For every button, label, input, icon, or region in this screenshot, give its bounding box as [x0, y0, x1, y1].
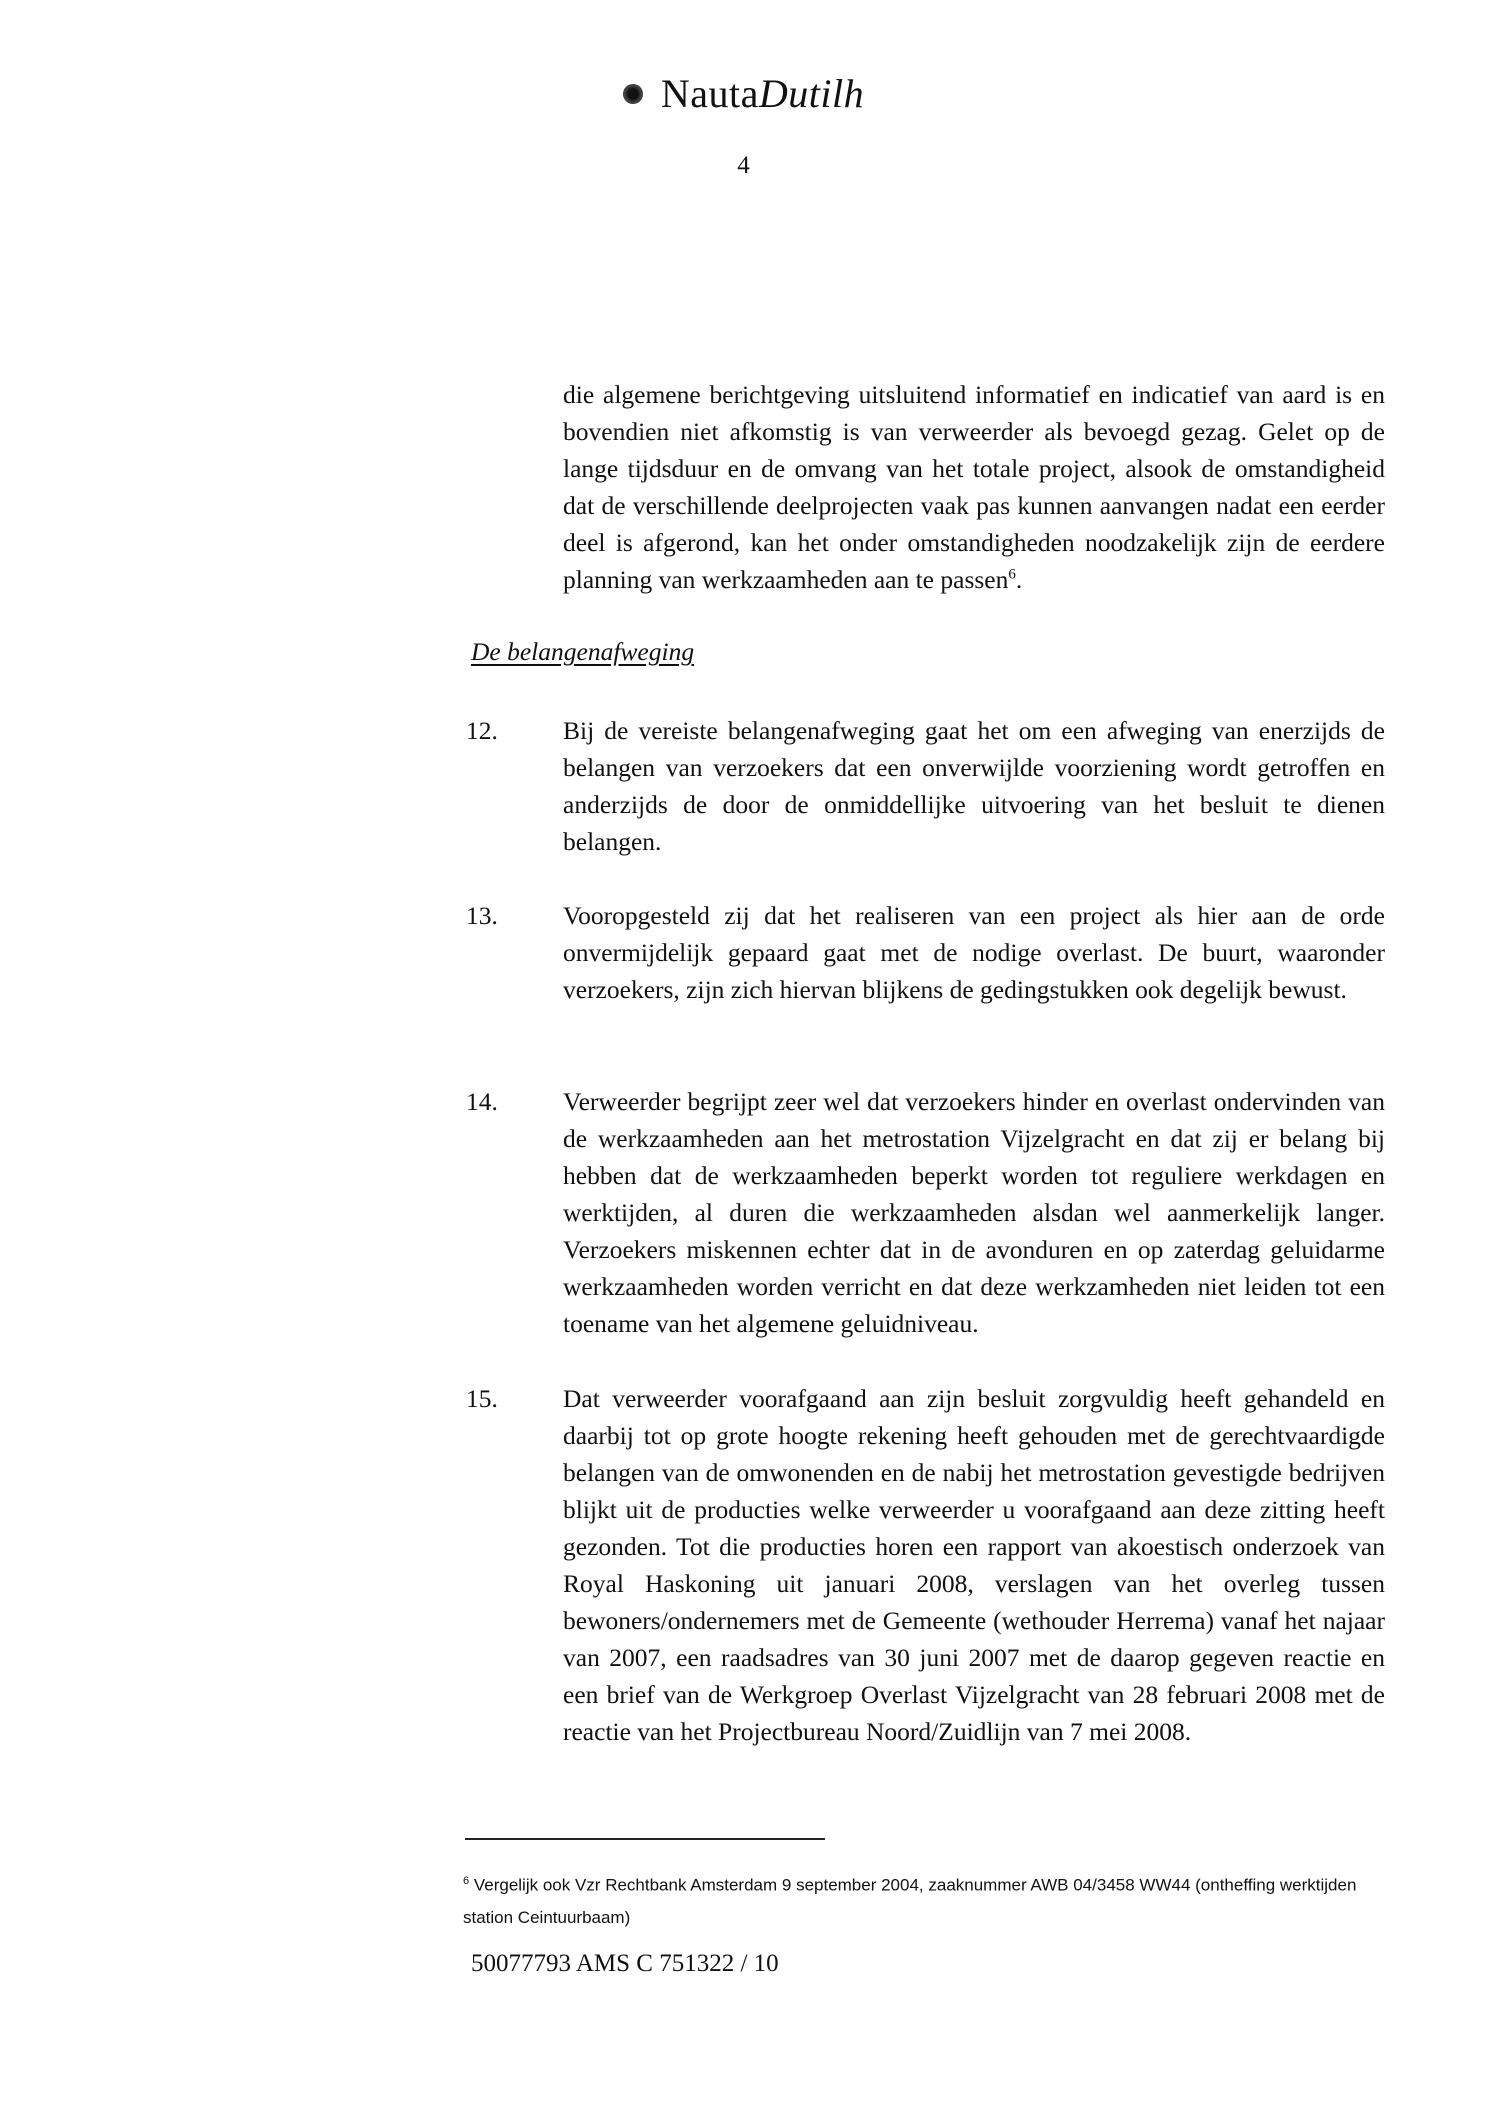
letterhead [0, 70, 1487, 117]
paragraph-number: 15. [466, 1384, 498, 1413]
page-number: 4 [737, 152, 750, 179]
logo-emblem-icon [623, 84, 643, 104]
paragraph-number: 12. [466, 716, 498, 745]
paragraph-text: Dat verweerder voorafgaand aan zijn besluit zorgvuldig heeft gehandeld en daarbij tot op grote hoogte rekening heeft gehouden met de gerechtvaardigde belangen van de omwonenden en de nabij het metrostation gevestigde bedrijven blijkt uit de producties welke verweerder u voorafgaand aan deze zitting heeft gezonden. Tot die producties horen een rapport van akoestisch onderzoek van Royal Haskoning uit januari 2008, verslagen van het overleg tussen bewoners/ondernemers met de Gemeente (wethouder Herrema) vanaf het najaar van 2007, een raadsadres van 30 juni 2007 met de daarop gegeven reactie en een brief van de Werkgroep Overlast Vijzelgracht van 28 februari 2008 met de reactie van het Projectbureau Noord/Zuidlijn van 7 mei 2008. [563, 1384, 1385, 1746]
footnote-text: Vergelijk ook Vzr Rechtbank Amsterdam 9 september 2004, zaaknummer AWB 04/3458 WW44 (ontheffing werktijden station Ceintuurbaam) [463, 1875, 1357, 1927]
footnote-marker: 6 [463, 1875, 470, 1887]
document-reference: 50077793 AMS C 751322 / 10 [471, 1950, 779, 1977]
paragraph-number: 14. [466, 1087, 498, 1116]
section-heading: De belangenafweging [471, 637, 695, 666]
intro-text: die algemene berichtgeving uitsluitend informatief en indicatief van aard is en bovendien niet afkomstig is van verweerder als bevoegd gezag. Gelet op de lange tijdsduur en de omvang van het totale project, alsook de omstandigheid dat de verschillende deelprojecten vaak pas kunnen aanvangen nadat een eerder deel is afgerond, kan het onder omstandigheden noodzakelijk zijn de eerdere planning van werkzaamheden aan te passen [563, 380, 1385, 594]
logo-text-dutilh: Dutilh [758, 71, 865, 116]
intro-end: . [1015, 565, 1023, 594]
paragraph-text: Verweerder begrijpt zeer wel dat verzoekers hinder en overlast ondervinden van de werkzaamheden aan het metrostation Vijzelgracht en dat zij er belang bij hebben dat de werkzaamheden beperkt worden tot reguliere werkdagen en werktijden, al duren die werkzaamheden alsdan wel aanmerkelijk langer. Verzoekers miskennen echter dat in de avonduren en op zaterdag geluidarme werkzaamheden worden verricht en dat deze werkzamheden niet leiden tot een toename van het algemene geluidniveau. [563, 1087, 1385, 1338]
intro-paragraph [563, 376, 1385, 598]
firm-logo [623, 70, 864, 117]
paragraph-text: Bij de vereiste belangenafweging gaat het om een afweging van enerzijds de belangen van verzoekers dat een onverwijlde voorziening wordt getroffen en anderzijds de door de onmiddellijke uitvoering van het besluit te dienen belangen. [563, 716, 1385, 856]
footnote-reference: 6 [1008, 566, 1016, 583]
logo-text-nauta: Nauta [660, 71, 759, 116]
footnote-divider [465, 1838, 825, 1840]
paragraph-text: Vooropgesteld zij dat het realiseren van een project als hier aan de orde onvermijdelijk gepaard gaat met de nodige overlast. De buurt, waaronder verzoekers, zijn zich hiervan blijkens de gedingstukken ook degelijk bewust. [563, 901, 1385, 1004]
footnote [463, 1865, 1363, 1934]
paragraph-number: 13. [466, 901, 498, 930]
